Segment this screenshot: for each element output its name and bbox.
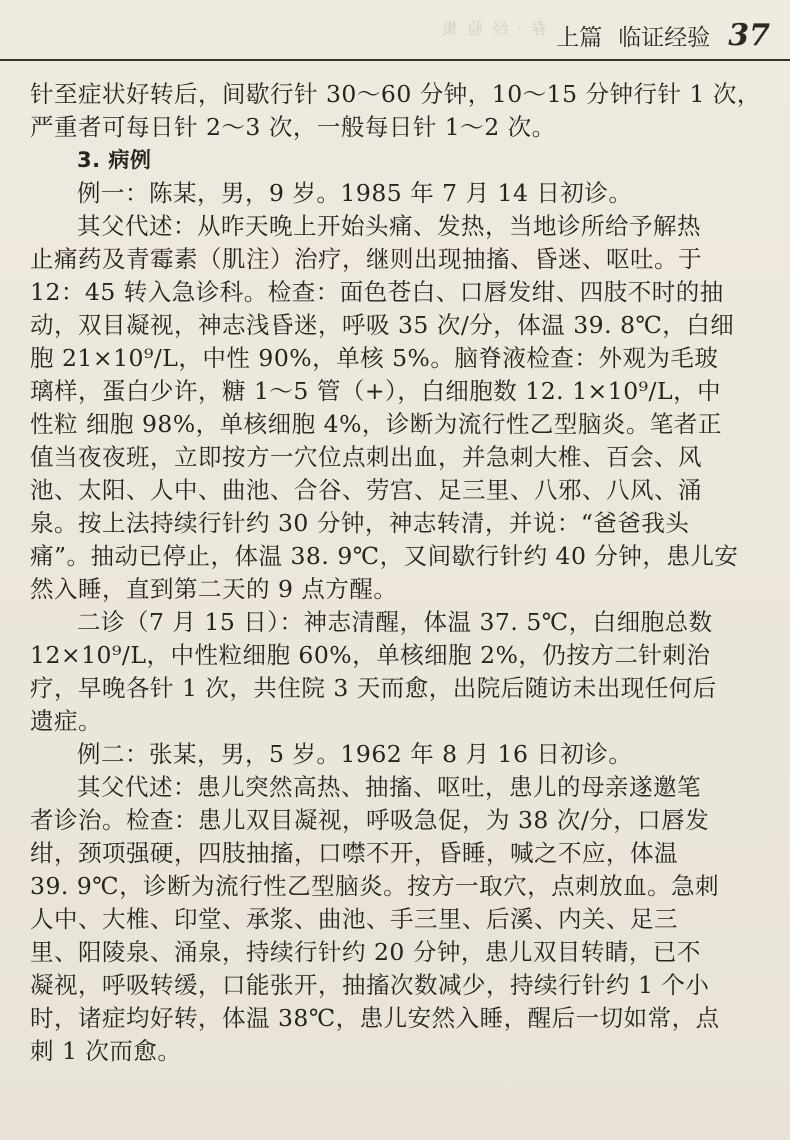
text-line: 严重者可每日针 2～3 次，一般每日针 1～2 次。 — [30, 113, 556, 141]
text-line: 然入睡，直到第二天的 9 点方醒。 — [30, 575, 398, 603]
text-line: 痛”。抽动已停止，体温 38. 9℃，又间歇行针约 40 分钟，患儿安 — [30, 542, 739, 570]
text-line: 池、太阳、人中、曲池、合谷、劳宫、足三里、八邪、八风、涌 — [30, 476, 702, 504]
header-rule — [0, 59, 790, 61]
section-heading: 3. 病例 — [77, 148, 152, 172]
text-line: 止痛药及青霉素（肌注）治疗，继则出现抽搐、昏迷、呕吐。于 — [30, 245, 702, 273]
text-line: 者诊治。检查：患儿双目凝视，呼吸急促，为 38 次/分，口唇发 — [30, 806, 710, 834]
text-line: 值当夜夜班，立即按方一穴位点刺出血，并急刺大椎、百会、风 — [30, 443, 702, 471]
text-line: 其父代述：从昨天晚上开始头痛、发热，当地诊所给予解热 — [77, 212, 701, 240]
text-line: 凝视，呼吸转缓，口能张开，抽搐次数减少，持续行针约 1 个小 — [30, 971, 710, 999]
text-line: 里、阳陵泉、涌泉，持续行针约 20 分钟，患儿双目转睛，已不 — [30, 938, 701, 966]
text-line: 其父代述：患儿突然高热、抽搐、呕吐，患儿的母亲遂邀笔 — [77, 773, 701, 801]
text-line: 人中、大椎、印堂、承浆、曲池、手三里、后溪、内关、足三 — [30, 905, 678, 933]
case-title: 例二：张某，男，5 岁。1962 年 8 月 16 日初诊。 — [77, 740, 633, 768]
text-line: 璃样，蛋白少许，糖 1～5 管（+），白细胞数 12. 1×10⁹/L，中 — [30, 377, 722, 405]
text-line: 12×10⁹/L，中性粒细胞 60%，单核细胞 2%，仍按方二针刺治 — [30, 641, 711, 669]
text-line: 动，双目凝视，神志浅昏迷，呼吸 35 次/分，体温 39. 8℃，白细 — [30, 311, 735, 339]
page-number: 37 — [728, 18, 770, 53]
page-body — [30, 78, 761, 1068]
text-line: 针至症状好转后，间歇行针 30～60 分钟，10～15 分钟行针 1 次， — [30, 80, 761, 108]
text-line: 12：45 转入急诊科。检查：面色苍白、口唇发绀、四肢不时的抽 — [30, 278, 724, 306]
text-line: 39. 9℃，诊断为流行性乙型脑炎。按方一取穴，点刺放血。急刺 — [30, 872, 720, 900]
text-line: 刺 1 次而愈。 — [30, 1037, 182, 1065]
text-line: 性粒 细胞 98%，单核细胞 4%，诊断为流行性乙型脑炎。笔者正 — [30, 410, 722, 438]
case-title: 例一：陈某，男，9 岁。1985 年 7 月 14 日初诊。 — [77, 179, 633, 207]
bleed-through-text: 春 · 经 验 集 — [440, 19, 548, 38]
running-head — [556, 18, 770, 53]
text-line: 遗症。 — [30, 707, 102, 735]
text-line: 二诊（7 月 15 日）：神志清醒，体温 37. 5℃，白细胞总数 — [77, 608, 713, 636]
text-line: 疗，早晚各针 1 次，共住院 3 天而愈，出院后随访未出现任何后 — [30, 674, 717, 702]
text-line: 泉。按上法持续行针约 30 分钟，神志转清，并说：“爸爸我头 — [30, 509, 690, 537]
text-line: 绀，颈项强硬，四肢抽搐，口噤不开，昏睡，喊之不应，体温 — [30, 839, 678, 867]
text-line: 时，诸症均好转，体温 38℃，患儿安然入睡，醒后一切如常，点 — [30, 1004, 720, 1032]
header-section: 上篇 — [556, 25, 603, 51]
text-line: 胞 21×10⁹/L，中性 90%，单核 5%。脑脊液检查：外观为毛玻 — [30, 344, 719, 372]
header-title: 临证经验 — [618, 25, 711, 51]
